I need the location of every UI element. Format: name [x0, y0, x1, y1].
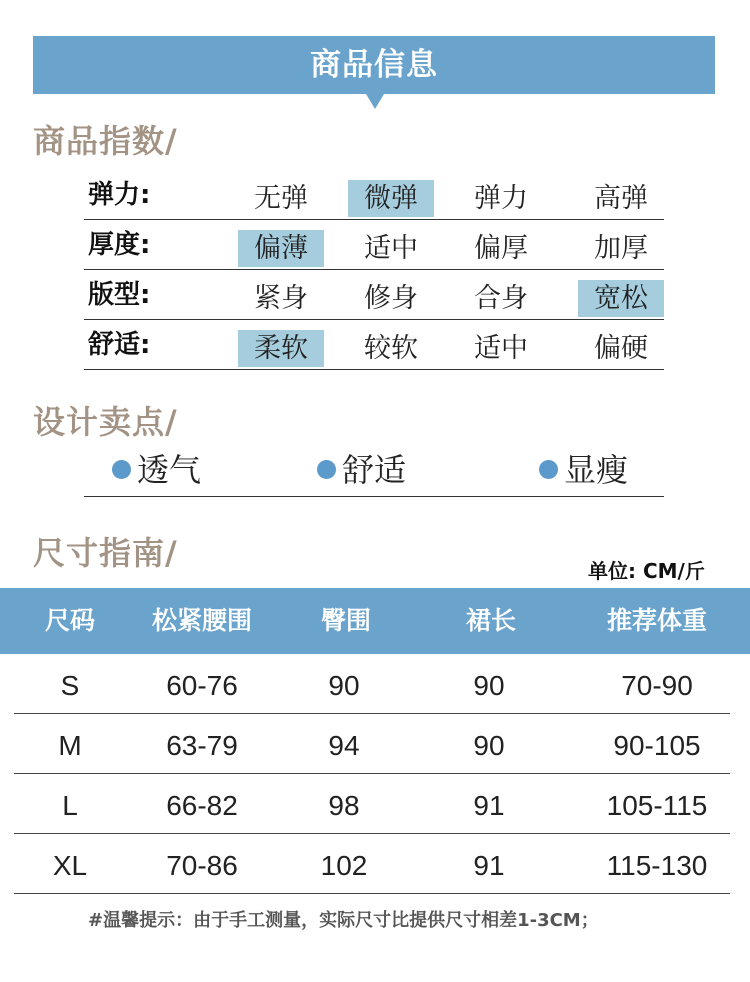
table-cell: 91 — [473, 850, 505, 881]
selling-point — [539, 444, 628, 497]
table-cell: 90 — [328, 670, 360, 701]
section-title-points: 设计卖点/ — [33, 403, 178, 441]
bullet-dot-icon — [112, 460, 131, 479]
title-banner — [33, 36, 715, 94]
section-title-index: 商品指数/ — [33, 122, 178, 160]
section-title-size: 尺寸指南/ — [33, 534, 178, 572]
index-option: 加厚 — [594, 233, 648, 264]
index-row-comfort — [84, 320, 664, 370]
table-cell: 90 — [473, 730, 505, 761]
index-option: 紧身 — [254, 283, 308, 314]
table-cell: 105-115 — [606, 790, 708, 821]
selling-points — [84, 444, 664, 497]
banner-title: 商品信息 — [310, 47, 438, 83]
index-option: 修身 — [364, 283, 418, 314]
table-row — [14, 834, 730, 894]
table-cell: 63-79 — [166, 730, 238, 761]
index-row-elasticity — [84, 170, 664, 220]
table-cell: 91 — [473, 790, 505, 821]
table-cell: 66-82 — [166, 790, 238, 821]
table-cell: 90 — [473, 670, 505, 701]
index-row-fit — [84, 270, 664, 320]
table-cell: 94 — [328, 730, 360, 761]
column-header: 松紧腰围 — [151, 606, 252, 635]
selling-point — [112, 444, 201, 497]
table-row — [14, 654, 730, 714]
table-cell: S — [60, 670, 80, 701]
size-table-body — [14, 654, 730, 894]
table-cell: 115-130 — [606, 850, 708, 881]
index-option: 柔软 — [238, 330, 324, 367]
index-option: 偏厚 — [474, 233, 528, 264]
bullet-dot-icon — [539, 460, 558, 479]
table-cell: 70-86 — [166, 850, 238, 881]
index-option: 偏薄 — [238, 230, 324, 267]
index-option: 偏硬 — [594, 333, 648, 364]
index-option: 合身 — [474, 283, 528, 314]
index-option: 较软 — [364, 333, 418, 364]
index-label: 版型: — [88, 280, 151, 310]
selling-point-label: 透气 — [137, 451, 202, 489]
index-label: 舒适: — [88, 330, 151, 360]
column-header: 尺码 — [44, 606, 95, 635]
index-label: 弹力: — [88, 180, 151, 210]
table-cell: M — [58, 730, 82, 761]
selling-point-label: 舒适 — [342, 451, 407, 489]
column-header: 裙长 — [465, 606, 516, 635]
size-table-header — [0, 588, 750, 654]
table-cell: 70-90 — [621, 670, 693, 701]
column-header: 臀围 — [320, 606, 371, 635]
measurement-note: #温馨提示：由于手工测量，实际尺寸比提供尺寸相差1-3CM； — [88, 910, 599, 931]
table-cell: 60-76 — [166, 670, 238, 701]
selling-point — [317, 444, 406, 497]
table-cell: 98 — [328, 790, 360, 821]
unit-label: 单位: CM/斤 — [588, 559, 705, 583]
index-row-thickness — [84, 220, 664, 270]
banner-pointer — [366, 94, 384, 109]
index-option: 微弹 — [348, 180, 434, 217]
table-row — [14, 774, 730, 834]
index-option: 无弹 — [254, 183, 308, 214]
product-index-table — [84, 170, 664, 370]
index-option: 宽松 — [578, 280, 664, 317]
selling-point-label: 显瘦 — [564, 451, 629, 489]
index-option: 适中 — [364, 233, 418, 264]
index-option: 弹力 — [474, 183, 528, 214]
index-label: 厚度: — [88, 230, 151, 260]
table-cell: XL — [52, 850, 88, 881]
column-header: 推荐体重 — [606, 606, 707, 635]
table-row — [14, 714, 730, 774]
table-cell: 90-105 — [613, 730, 701, 761]
index-option: 高弹 — [594, 183, 648, 214]
index-option: 适中 — [474, 333, 528, 364]
table-cell: 102 — [320, 850, 368, 881]
table-cell: L — [62, 790, 78, 821]
bullet-dot-icon — [317, 460, 336, 479]
